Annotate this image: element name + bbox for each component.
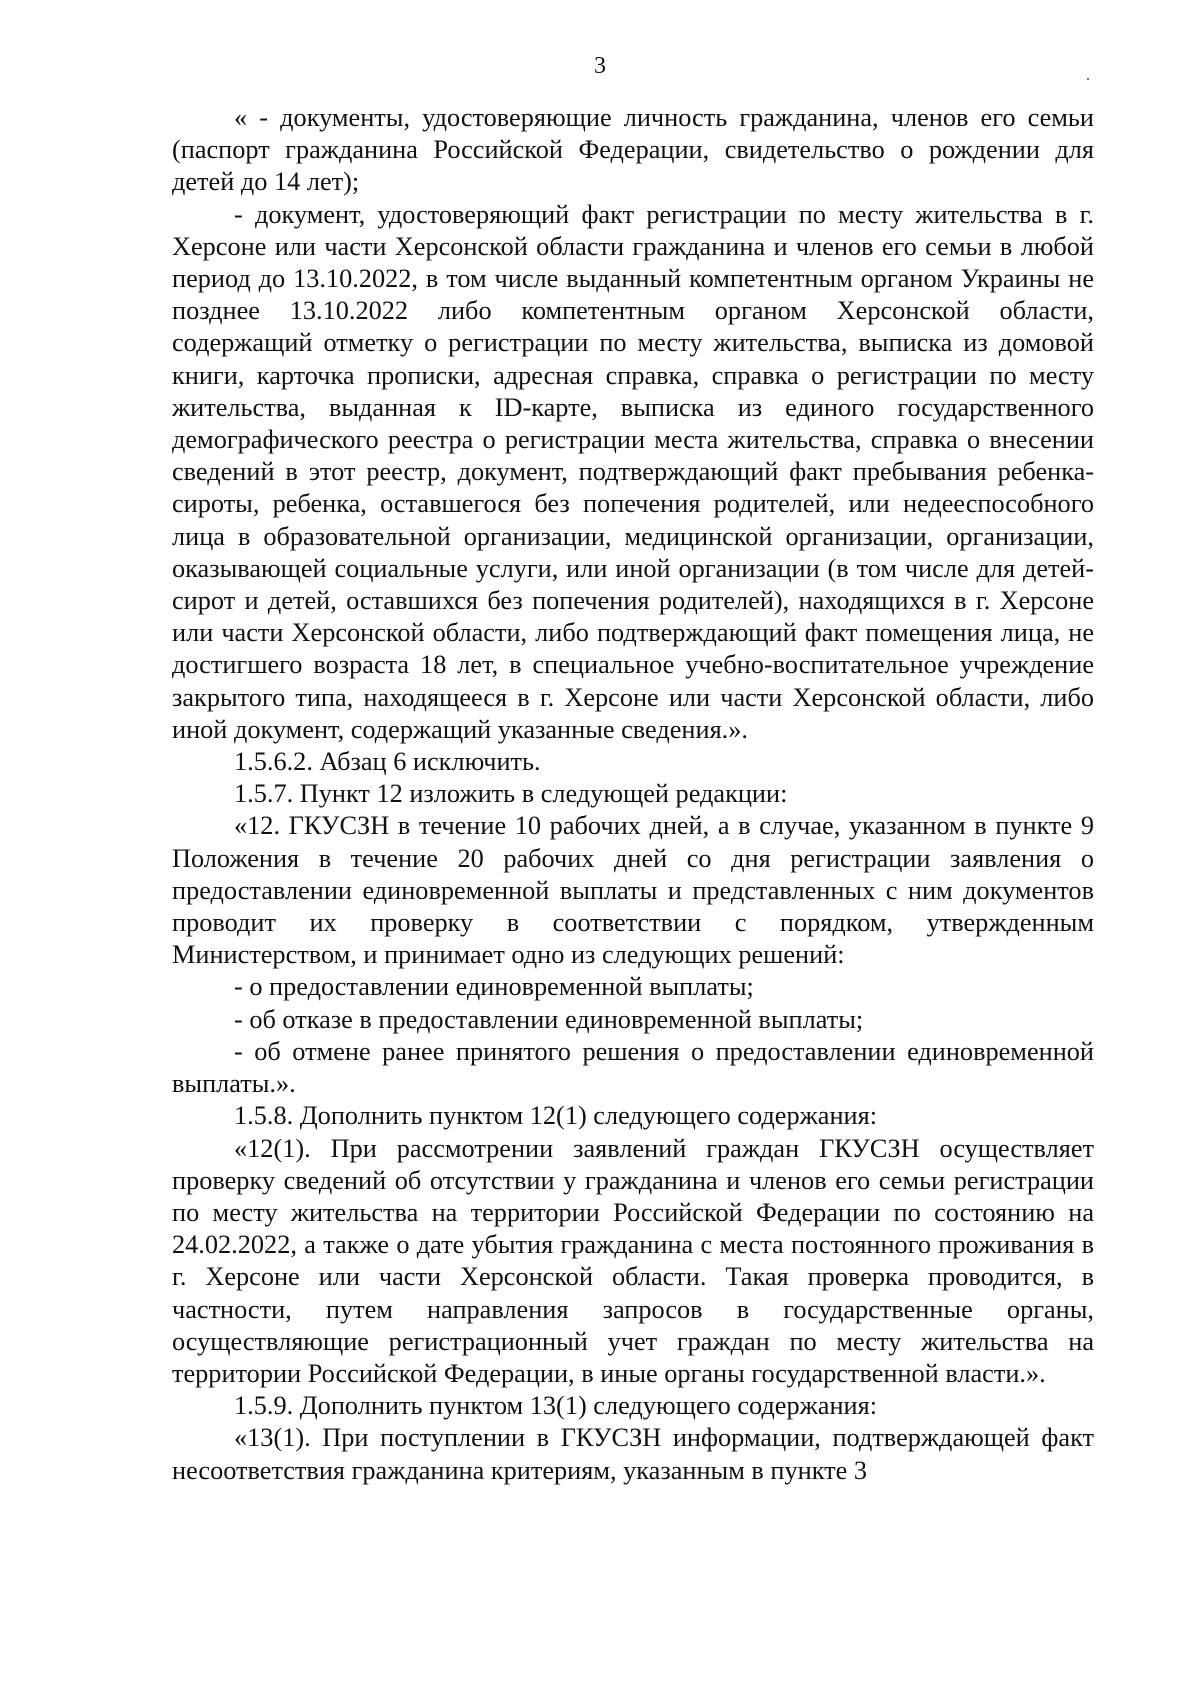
paragraph-registration-document: - документ, удостоверяющий факт регистрации по месту жительства в г. Херсоне или части Херсонской области гражданина и членов его семьи в любой период до 13.10.2022, в том числе выданный компетентным органом Украины не позднее 13.10.2022 либо компетентным органом Херсонской области, содержащий отметку о регистрации по месту жительства, выписка из домовой книги, карточка прописки, адресная справка, справка о регистрации по месту жительства, выданная к ID-карте, выписка из единого государственного демографического реестра о регистрации места жительства, справка о внесении сведений в этот реестр, документ, подтверждающий факт пребывания ребенка-сироты, ребенка, оставшегося без попечения родителей, или недееспособного лица в образовательной организации, медицинской организации, организации, оказывающей социальные услуги, или иной организации (в том числе для детей-сирот и детей, оставшихся без попечения родителей), находящихся в г. Херсоне или части Херсонской области, либо подтверждающий факт помещения лица, не достигшего возраста 18 лет, в специальное учебно-воспитательное учреждение закрытого типа, находящееся в г. Херсоне или части Херсонской области, либо иной документ, содержащий указанные сведения.». xyxy=(172,199,1094,744)
scan-speck xyxy=(1087,78,1089,80)
paragraph-item-13-1: «13(1). При поступлении в ГКУСЗН информации, подтверждающей факт несоответствия гражданина критериям, указанным в пункте 3 xyxy=(172,1423,1094,1485)
paragraph-decision-cancel: - об отмене ранее принятого решения о предоставлении единовременной выплаты.». xyxy=(172,1036,1094,1099)
document-body xyxy=(172,102,1094,1487)
paragraph-1-5-8: 1.5.8. Дополнить пунктом 12(1) следующего содержания: xyxy=(234,1101,878,1131)
paragraph-1-5-6-2: 1.5.6.2. Абзац 6 исключить. xyxy=(234,747,541,777)
page-number: 3 xyxy=(594,53,606,79)
paragraph-decision-refuse: - об отказе в предоставлении единовременной выплаты; xyxy=(234,1004,864,1034)
paragraph-decision-grant: - о предоставлении единовременной выплаты; xyxy=(234,972,754,1002)
paragraph-item-12-1: «12(1). При рассмотрении заявлений граждан ГКУСЗН осуществляет проверку сведений об отсутствии у гражданина и членов его семьи регистрации по месту жительства на территории Российской Федерации по состоянию на 24.02.2022, а также о дате убытия гражданина с места постоянного проживания в г. Херсоне или части Херсонской области. Такая проверка проводится, в частности, путем направления запросов в государственные органы, осуществляющие регистрационный учет граждан по месту жительства на территории Российской Федерации, в иные органы государственной власти.». xyxy=(172,1133,1094,1388)
paragraph-identity-documents: « - документы, удостоверяющие личность гражданина, членов его семьи (паспорт гражданина Российской Федерации, свидетельство о рождении для детей до 14 лет); xyxy=(172,103,1094,197)
paragraph-item-12: «12. ГКУСЗН в течение 10 рабочих дней, а в случае, указанном в пункте 9 Положения в течение 20 рабочих дней со дня регистрации заявления о предоставлении единовременной выплаты и представленных с ним документов проводит их проверку в соответствии с порядком, утвержденным Министерством, и принимает одно из следующих решений: xyxy=(172,811,1094,970)
paragraph-1-5-7: 1.5.7. Пункт 12 изложить в следующей редакции: xyxy=(234,779,788,809)
paragraph-1-5-9: 1.5.9. Дополнить пунктом 13(1) следующего содержания: xyxy=(234,1391,878,1421)
